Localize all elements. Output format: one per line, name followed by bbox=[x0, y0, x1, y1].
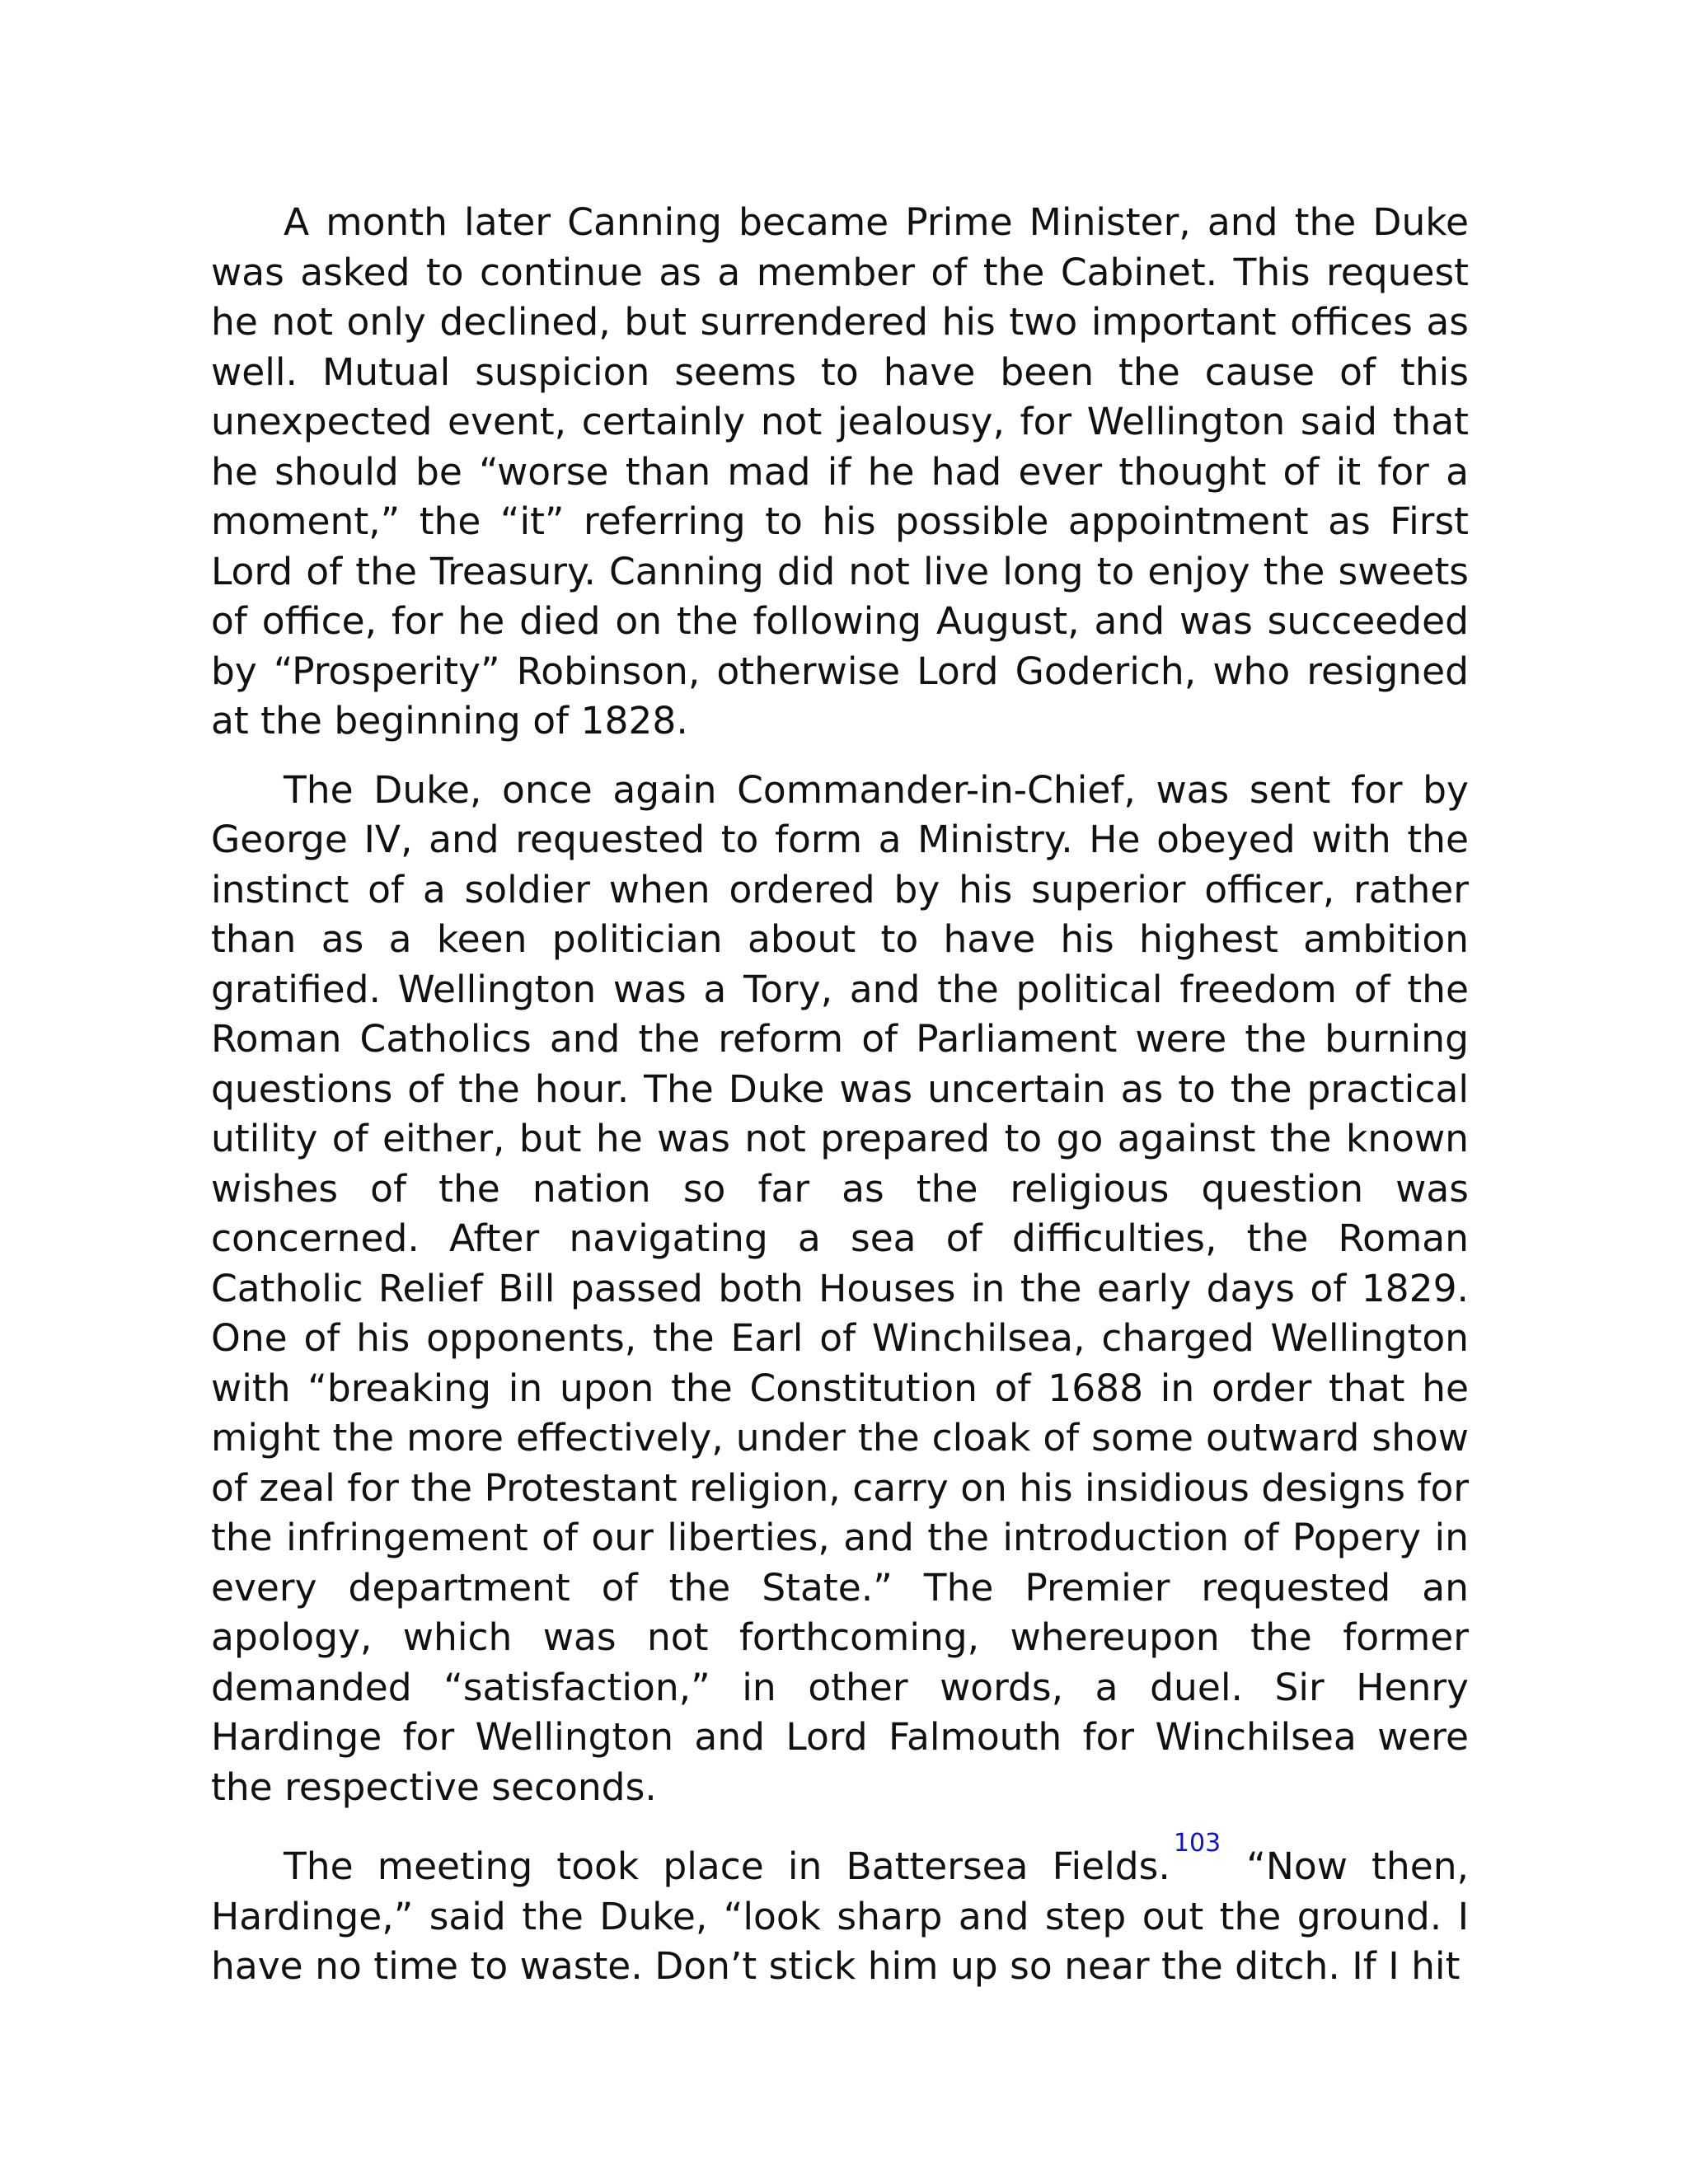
footnote-reference-link[interactable]: 103 bbox=[1173, 1829, 1221, 1858]
paragraph-canning-prime-minister: A month later Canning became Prime Minister, and the Duke was asked to continue as a member of the Cabinet. This request he not only declined, but surrendered his two important offices as well. Mutual suspicion seems to have been the cause of this unexpected event, certainly not jealousy, for Wellington said that he should be “worse than mad if he had ever thought of it for a moment,” the “it” referring to his possible appointment as First Lord of the Treasury. Canning did not live long to enjoy the sweets of office, for he died on the following August, and was succeeded by “Prosperity” Robinson, otherwise Lord Goderich, who resigned at the beginning of 1828. bbox=[211, 200, 1469, 743]
paragraph-battersea-duel bbox=[211, 1829, 1469, 1992]
page-body bbox=[211, 198, 1469, 2011]
paragraph-text-start: The meeting took place in Battersea Fields. bbox=[284, 1844, 1170, 1888]
paragraph-duke-forms-ministry: The Duke, once again Commander-in-Chief, was sent for by George IV, and requested to form a Ministry. He obeyed with the instinct of a soldier when ordered by his superior officer, rather than as a keen politician about to have his highest ambition gratified. Wellington was a Tory, and the political freedom of the Roman Catholics and the reform of Parliament were the burning questions of the hour. The Duke was uncertain as to the practical utility of either, but he was not prepared to go against the known wishes of the nation so far as the religious question was concerned. After navigating a sea of difficulties, the Roman Catholic Relief Bill passed both Houses in the early days of 1829. One of his opponents, the Earl of Winchilsea, charged Wellington with “breaking in upon the Constitution of 1688 in order that he might the more effectively, under the cloak of some outward show of zeal for the Protestant religion, carry on his insidious designs for the infringement of our liberties, and the introduction of Popery in every department of the State.” The Premier requested an apology, which was not forthcoming, whereupon the former demanded “satisfaction,” in other words, a duel. Sir Henry Hardinge for Wellington and Lord Falmouth for Winchilsea were the respective seconds. bbox=[211, 767, 1469, 1809]
paragraph-text-end: “Now then, Hardinge,” said the Duke, “look sharp and step out the ground. I have no time to waste. Don’t stick him up so near the ditch. If I hit bbox=[211, 1844, 1469, 1988]
